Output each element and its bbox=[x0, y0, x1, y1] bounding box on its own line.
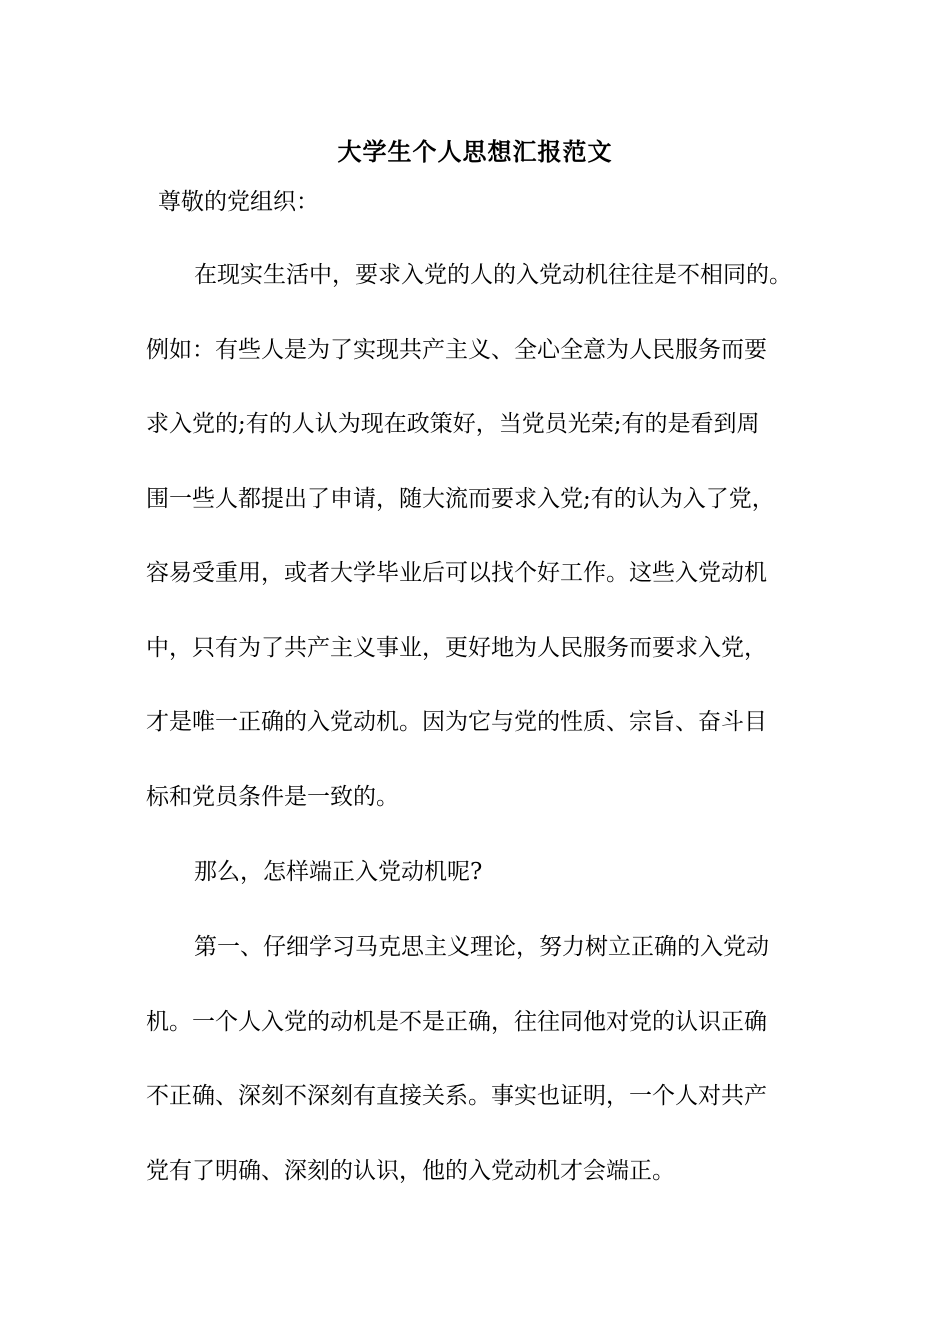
paragraph-line: 在现实生活中，要求入党的人的入党动机往往是不相同的。 bbox=[194, 262, 792, 288]
salutation: 尊敬的党组织： bbox=[158, 189, 319, 215]
paragraph-line: 机。一个人入党的动机是不是正确，往往同他对党的认识正确 bbox=[146, 1008, 767, 1035]
paragraph-line: 党有了明确、深刻的认识，他的入党动机才会端正。 bbox=[146, 1157, 675, 1184]
paragraph-line: 标和党员条件是一致的。 bbox=[146, 783, 399, 810]
paragraph-first-point bbox=[146, 910, 816, 1208]
paragraph-line: 例如：有些人是为了实现共产主义、全心全意为人民服务而要 bbox=[146, 336, 767, 363]
paragraph-line: 围一些人都提出了申请，随大流而要求入党;有的认为入了党， bbox=[146, 485, 775, 512]
paragraph-line: 那么，怎样端正入党动机呢? bbox=[194, 859, 483, 885]
paragraph-motives bbox=[146, 238, 816, 834]
paragraph-line: 求入党的;有的人认为现在政策好，当党员光荣;有的是看到周 bbox=[146, 411, 760, 437]
paragraph-line: 中，只有为了共产主义事业，更好地为人民服务而要求入党， bbox=[146, 634, 767, 661]
paragraph-line: 容易受重用，或者大学毕业后可以找个好工作。这些入党动机 bbox=[146, 560, 767, 586]
document-title: 大学生个人思想汇报范文 bbox=[337, 137, 613, 166]
paragraph-line: 才是唯一正确的入党动机。因为它与党的性质、宗旨、奋斗目 bbox=[146, 709, 767, 735]
paragraph-line: 不正确、深刻不深刻有直接关系。事实也证明，一个人对共产 bbox=[146, 1083, 767, 1109]
paragraph-line: 第一、仔细学习马克思主义理论，努力树立正确的入党动 bbox=[194, 934, 769, 960]
paragraph-question bbox=[146, 835, 816, 910]
